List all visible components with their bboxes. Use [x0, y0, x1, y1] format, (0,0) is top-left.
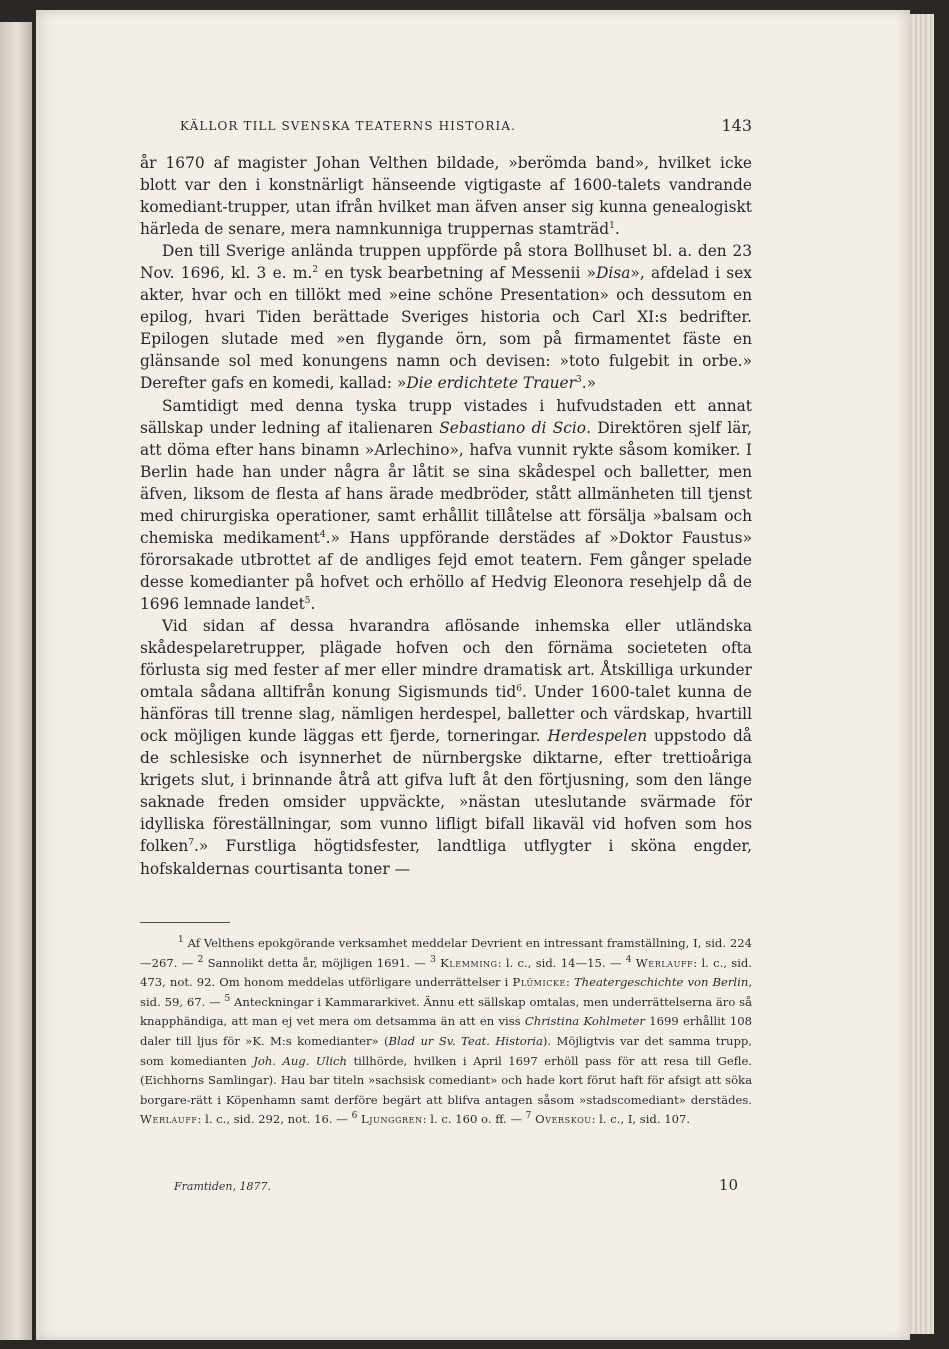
footnote-ref-3: 3 [576, 375, 582, 386]
paragraph-3: Samtidigt med denna tyska trupp vistades i hufvudstaden ett annat sällskap under ledning af italienaren Sebastiano di Scio. Direktören sjelf lär, att döma efter hans binamn »Arlechino», hafva vunnit rykte såsom komiker. I Berlin hade han under några år låtit se sina skådespel och balletter, men äfven, liksom de flesta af hans ärade medbröder, stått allmänheten till tjenst med chirurgiska operationer, samt erhållit tillåtelse att försälja »balsam och chemiska medikament$^4$.» Hans uppförande derstädes af »Doktor Faustus» förorsakade utbrottet af de andliges fejd emot teatern. Fem gånger spelade desse komedianter på hofvet och erhöllo af Hedvig Eleonora resehjelp då de 1696 lemnade landet$^5$. [140, 396, 752, 613]
footnote-rule [140, 922, 230, 923]
footnote-ref-4: 4 [319, 529, 326, 540]
footnote-ref-5: 5 [304, 595, 311, 606]
previous-page-edge [0, 22, 32, 1340]
main-text [140, 152, 752, 880]
footnote-ref-1: 1 [609, 221, 615, 232]
page-footer [140, 1172, 752, 1196]
footnotes [140, 934, 752, 1130]
footnote-ref-2: 2 [312, 265, 319, 276]
play-title-disa: Disa [596, 264, 631, 283]
name-sebastiano: Sebastiano di Scio [439, 418, 587, 437]
term-herdespelen: Herdespelen [547, 727, 648, 746]
running-title: KÄLLOR TILL SVENSKA TEATERNS HISTORIA. [180, 119, 517, 133]
play-title-trauer: Die erdichtete Trauer [406, 374, 577, 393]
footnote-ref-6: 6 [516, 684, 522, 694]
footnote-ref-7: 7 [188, 838, 194, 849]
running-header [140, 116, 752, 140]
journal-signature: Framtiden, 1877. [174, 1180, 271, 1193]
paragraph-1: år 1670 af magister Johan Velthen bildade, »berömda band», hvilket icke blott var den i konstnärligt hänseende vigtigaste af 1600-talets vandrande komediant-trupper, utan ifrån hvilket man äfven anser sig kunna genealogiskt härleda de senare, mera namnkunniga truppernas stamträd$^1$. [140, 154, 752, 239]
page-number: 143 [721, 116, 752, 135]
sheet-number: 10 [718, 1176, 738, 1194]
paragraph-2: Den till Sverige anlända truppen uppförde på stora Bollhuset bl. a. den 23 Nov. 1696, kl. 3 e. m.$^2$ en tysk bearbetning af Messenii »Disa», afdelad i sex akter, hvar och en tillökt med »eine schöne Presentation» och dessutom en epilog, hvari Tiden berättade Sveriges historia och Carl XI:s bedrifter. Epilogen slutade med »en flygande örn, som på firmamentet fäste en glänsande sol med konungens namn och devisen: »toto fulgebit in orbe.» Derefter gafs en komedi, kallad: »Die erdichtete Trauer$^3$.» [140, 242, 752, 393]
paragraph-4: Vid sidan af dessa hvarandra aflösande inhemska eller utländska skådespelaretrupper, plägade hofven och den förnäma societeten ofta förlusta sig med fester af mer eller mindre dramatisk art. Åtskilliga urkunder omtala sådana alltifrån konung Sigismunds tid$^6$. Under 1600-talet kunna de hänföras till trenne slag, nämligen herdespel, balletter och värdskap, hvartill ock möjligen kunde läggas ett fjerde, torneringar. Herdespelen uppstodo då de schlesiske och isynnerhet de nürnbergske diktarne, efter trettioåriga krigets slut, i brinnande åtrå att gifva luft åt den förtjusning, som den länge saknade freden omsider uppväckte, »nästan uteslutande svärmade för idylliska föreställningar, som vunno lifligt bifall likaväl vid hofven som hos folken$^7$.» Furstliga högtidsfester, landtliga utflygter i sköna engder, hofskaldernas courtisanta toner — [140, 616, 753, 878]
footnote-block: $^1$ Af Velthens epokgörande verksamhet meddelar Devrient en intressant framställning, I, sid. 224—267. — $^2$ Sannolikt detta år, möjligen 1691. — $^3$ Klemming: l. c., sid. 14—15. — $^4$ Werlauff: l. c., sid. 473, not. 92. Om honom meddelas utförligare underrättelser i Plümicke: Theatergeschichte von Berlin, sid. 59, 67. — $^5$ Anteckningar i Kammararkivet. Ännu ett sällskap omtalas, men underrättelserna äro så knapphändiga, att man ej vet mera om detsamma än att en viss Christina Kohlmeter 1699 erhållit 108 daler till ljus för »K. M:s komedianter» (Blad ur Sv. Teat. Historia). Möjligtvis var det samma trupp, som komedianten Joh. Aug. Ulich tillhörde, hvilken i April 1697 erhöll pass för att resa till Gefle. (Eichhorns Samlingar). Hau bar titeln »sachsisk comediant» och hade kort förut haft för afsigt att söka borgare-rätt i Köpenhamn samt derföre begärt att blifva antagen såsom »stadscomediant» derstädes. Werlauff: l. c., sid. 292, not. 16. — $^6$ Ljunggren: l. c. 160 o. ff. — $^7$ Overskou: l. c., I, sid. 107. [140, 935, 753, 1127]
